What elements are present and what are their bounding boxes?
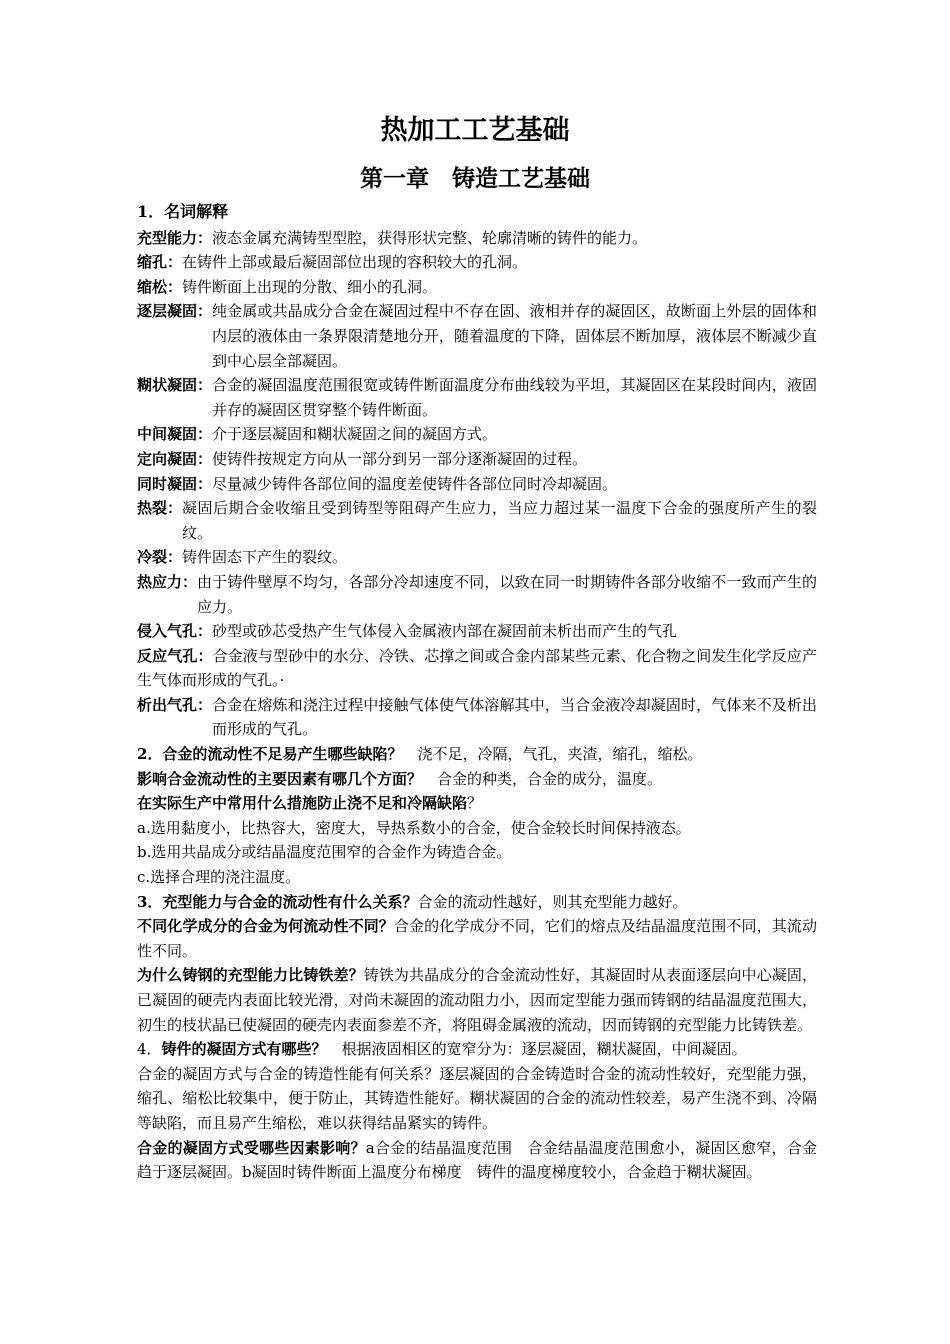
definition-item	[137, 275, 817, 300]
definition-term: 糊状凝固：	[137, 376, 213, 395]
definition-term: 充型能力：	[137, 228, 213, 247]
question-text: 3．充型能力与合金的流动性有什么关系？	[137, 892, 418, 911]
question-mark: ？	[467, 794, 483, 813]
section-heading: 1．名词解释	[137, 202, 229, 221]
list-item: c.选择合理的浇注温度。	[137, 868, 301, 887]
definition-term: 缩孔：	[137, 253, 183, 272]
definition-text: 合金在熔炼和浇注过程中接触气体使气体溶解其中，当合金液冷却凝固时，气体来不及析出而形成的气孔。	[212, 695, 817, 739]
definition-item	[137, 619, 817, 644]
definition-term: 热应力：	[137, 572, 198, 591]
qa-paragraph	[137, 791, 817, 816]
qa-paragraph	[137, 963, 817, 1037]
question-text: 合金的凝固方式受哪些因素影响？	[137, 1138, 366, 1157]
definition-term: 同时凝固：	[137, 474, 213, 493]
definition-term: 析出气孔：	[137, 695, 213, 714]
question-text: 在实际生产中常用什么措施防止浇不足和冷隔缺陷	[137, 794, 468, 813]
definition-text: 铸件断面上出现的分散、细小的孔洞。	[182, 277, 438, 296]
definition-item	[137, 373, 817, 422]
definition-text: 砂型或砂芯受热产生气体侵入金属液内部在凝固前未析出而产生的气孔	[212, 622, 678, 641]
question-text: 影响合金流动性的主要因素有哪几个方面？	[137, 769, 423, 788]
definition-term: 热裂：	[137, 499, 183, 518]
definition-text: 液态金属充满铸型型腔，获得形状完整、轮廓清晰的铸件的能力。	[212, 228, 648, 247]
definition-term: 侵入气孔：	[137, 622, 213, 641]
qa-paragraph	[137, 742, 817, 767]
qa-paragraph	[137, 914, 817, 963]
qa-paragraph	[137, 890, 817, 915]
qa-paragraph	[137, 1037, 817, 1062]
definition-text: 合金液与型砂中的水分、冷铁、芯撑之间或合金内部某些元素、化合物之间发生化学反应产生气体而形成的气孔。·	[137, 646, 817, 690]
answer-text: 浇不足，冷隔，气孔，夹渣，缩孔，缩松。	[402, 745, 703, 764]
answer-text: 合金的化学成分不同，它们的熔点及结晶温度范围不同，其流动性不同。	[137, 917, 817, 960]
definition-item	[137, 570, 817, 619]
question-text: 铸件的凝固方式有哪些？	[161, 1040, 327, 1059]
chapter-heading: 第一章 铸造工艺基础	[360, 165, 590, 192]
definition-text: 纯金属或共晶成分合金在凝固过程中不存在固、液相并存的凝固区，故断面上外层的固体和内层的液体由一条界限清楚地分开，随着温度的下降，固体层不断加厚，液体层不断减少直到中心层全部凝固。	[212, 302, 817, 370]
definition-item	[137, 299, 817, 373]
definition-text: 合金的凝固温度范围很宽或铸件断面温度分布曲线较为平坦，其凝固区在某段时间内，液固并存的凝固区贯穿整个铸件断面。	[212, 376, 817, 419]
definition-item-reaction-pore	[137, 644, 817, 693]
definition-text: 凝固后期合金收缩且受到铸型等阻碍产生应力，当应力超过某一温度下合金的强度所产生的裂纹。	[182, 499, 817, 542]
definition-item	[137, 496, 817, 545]
section-number: 4．	[137, 1040, 162, 1059]
definition-text: 尽量减少铸件各部位间的温度差使铸件各部位同时冷却凝固。	[212, 474, 618, 493]
definition-text: 由于铸件壁厚不均匀，各部分冷却速度不同，以致在同一时期铸件各部分收缩不一致而产生的应力。	[197, 572, 817, 616]
definition-term: 冷裂：	[137, 548, 183, 567]
definition-item	[137, 545, 817, 570]
definition-term: 逐层凝固：	[137, 302, 213, 321]
definition-text: 介于逐层凝固和糊状凝固之间的凝固方式。	[212, 425, 498, 444]
definition-item	[137, 472, 817, 497]
question-text: 2．合金的流动性不足易产生哪些缺陷？	[137, 745, 403, 764]
definition-text: 使铸件按规定方向从一部分到另一部分逐渐凝固的过程。	[212, 449, 588, 468]
list-item: a.选用黏度小，比热容大，密度大，导热系数小的合金，使合金较长时间保持液态。	[137, 818, 691, 837]
answer-text: 铸铁为共晶成分的合金流动性好，其凝固时从表面逐层向中心凝固，已凝固的硬壳内表面比较光滑，对尚未凝固的流动阻力小，因而定型能力强而铸钢的结晶温度范围大，初生的枝状晶已使凝固的硬壳内表面参差不齐，将阻碍金属液的流动，因而铸钢的充型能力比铸铁差。	[137, 966, 817, 1034]
answer-text: 合金的种类，合金的成分，温度。	[422, 769, 663, 788]
answer-text: 根据液固相区的宽窄分为：逐层凝固，糊状凝固，中间凝固。	[326, 1040, 747, 1059]
definition-text: 铸件固态下产生的裂纹。	[182, 548, 348, 567]
answer-text: 合金的流动性越好，则其充型能力越好。	[417, 892, 688, 911]
definition-item	[137, 226, 817, 251]
paragraph: 合金的凝固方式与合金的铸造性能有何关系？逐层凝固的合金铸造时合金的流动性较好，充型能力强，缩孔、缩松比较集中，便于防止，其铸造性能好。糊状凝固的合金的流动性较差，易产生浇不到、冷隔等缺陷，而且易产生缩松，难以获得结晶紧实的铸件。	[137, 1064, 817, 1132]
definition-term: 缩松：	[137, 277, 183, 296]
definition-term: 中间凝固：	[137, 425, 213, 444]
definition-item	[137, 250, 817, 275]
list-item: b.选用共晶成分或结晶温度范围窄的合金作为铸造合金。	[137, 843, 512, 862]
answer-text: a合金的结晶温度范围 合金结晶温度范围愈小，凝固区愈窄，合金趋于逐层凝固。b凝固时铸件断面上温度分布梯度 铸件的温度梯度较小，合金趋于糊状凝固。	[137, 1138, 817, 1182]
definition-item	[137, 422, 817, 447]
definition-item	[137, 447, 817, 472]
question-text: 不同化学成分的合金为何流动性不同？	[137, 917, 394, 936]
question-text: 为什么铸钢的充型能力比铸铁差？	[137, 966, 364, 985]
definition-text: 在铸件上部或最后凝固部位出现的容积较大的孔洞。	[182, 253, 528, 272]
document-body	[137, 200, 817, 1185]
definition-term: 反应气孔：	[137, 646, 213, 665]
qa-paragraph	[137, 767, 817, 792]
qa-paragraph	[137, 1136, 817, 1185]
definition-item	[137, 693, 817, 742]
document-title: 热加工工艺基础	[380, 115, 570, 146]
definition-term: 定向凝固：	[137, 449, 213, 468]
